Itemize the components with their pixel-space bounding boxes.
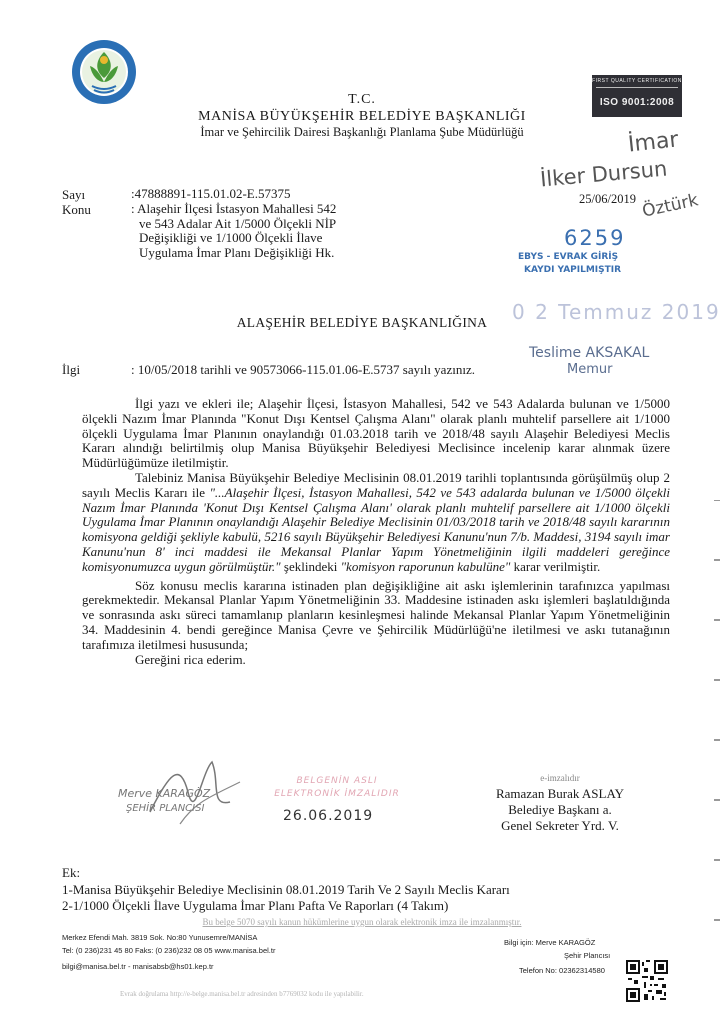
konu-value (131, 202, 391, 260)
stamp-memur: Memur (567, 362, 613, 377)
header-institution: MANİSA BÜYÜKŞEHİR BELEDİYE BAŞKANLIĞI (198, 109, 526, 124)
handwritten-surname: Öztürk (640, 190, 701, 222)
paragraph-2-intro: Talebiniz Manisa Büyükşehir Belediye Meclisinin 08.01.2019 tarihli toplantısında görüşülmüş olup 2 sayılı Meclis Kararı ile (82, 469, 670, 500)
ilgi-value: : 10/05/2018 tarihli ve 90573066-115.01.06-E.5737 sayılı yazınız. (131, 362, 475, 377)
iso-badge-top: FIRST QUALITY CERTIFICATION (592, 78, 682, 84)
footer-info-phone: Telefon No: 02362314580 (519, 966, 605, 975)
footer-address: Merkez Efendi Mah. 3819 Sok. No:80 Yunusemre/MANİSA (62, 933, 258, 942)
addressee: ALAŞEHİR BELEDİYE BAŞKANLIĞINA (236, 315, 488, 330)
letter-body (82, 397, 670, 667)
left-signature-name: Merve KARAGÖZ (118, 787, 211, 800)
konu-label: Konu (62, 202, 91, 217)
qr-code (626, 960, 668, 1002)
authenticity-date: 26.06.2019 (283, 808, 374, 824)
stamp-number: 6259 (564, 226, 626, 250)
konu-line: Değişikliği ve 1/1000 Ölçekli İlave (139, 230, 323, 245)
stamp-line-1: EBYS - EVRAK GİRİŞ (518, 252, 619, 262)
iso-badge-divider (596, 87, 678, 88)
paragraph-2-mid: şeklindeki (280, 558, 341, 574)
konu-line: : Alaşehir İlçesi İstasyon Mahallesi 542 (131, 201, 337, 216)
paragraph-2-quote-2: "komisyon raporunun kabulüne" (340, 558, 511, 574)
sayi-value: :47888891-115.01.02-E.57375 (131, 186, 291, 201)
footer-info-title: Şehir Plancısı (564, 951, 611, 960)
footer-info-label: Bilgi için: Merve KARAGÖZ (504, 938, 596, 947)
attachments-label: Ek: (62, 865, 81, 880)
paragraph-1: İlgi yazı ve ekleri ile; Alaşehir İlçesi, İstasyon Mahallesi, 542 ve 543 Adalarda bulunan ve 1/5000 ölçekli Nazım İmar Planında "Konut Dışı Kentsel Çalışma Alanı" olarak planlı muhtelif parsellere ait 1/1000 ölçekli Uygulama İmar Planının onaylandığı 01.03.2018 tarih ve 2018/48 sayılı Alaşehir Belediyesi Meclis Kararı alındığı belirtilmiş olup Manisa Büyükşehir Belediyesi Meclisince incelenip karar alınmak üzere Müdürlüğümüze iletilmiştir. (82, 396, 670, 471)
paragraph-3: Söz konusu meclis kararına istinaden plan değişikliğine ait askı işlemlerinin tarafınızca yapılması gerekmektedir. Mekansal Planlar Yapım Yönetmeliğinin 33. Maddesine istinaden askı işlemleri başlatıldığında ve sonrasında askı süreci tamamlanıp planların kesinleşmesi halinde Mekansal Planlar Yapım Yönetmeliğinin 34. Maddesinin 4. bendi gereğince Manisa Çevre ve Şehircilik Müdürlüğü'ne iletilmesi ve askı tutanağının tarafımıza iletilmesi hususunda; (82, 577, 670, 652)
konu-line: ve 543 Adalar Ait 1/5000 Ölçekli NİP (139, 215, 337, 231)
handwritten-name: İlker Dursun (539, 156, 669, 192)
stamp-date: 0 2 Temmuz 2019 (512, 300, 721, 324)
iso-badge (592, 75, 682, 117)
e-signature-note: e-imzalıdır (540, 773, 580, 783)
authenticity-line-2: ELEKTRONİK İMZALIDIR (274, 789, 400, 799)
sayi-label: Sayı (62, 187, 86, 202)
paragraph-4: Gereğini rica ederim. (135, 651, 246, 667)
attachment-item: 2-1/1000 Ölçekli İlave Uygulama İmar Planı Pafta Ve Raporları (4 Takım) (62, 898, 449, 913)
handwritten-imar: İmar (626, 127, 680, 158)
paragraph-2-quote: "...Alaşehir İlçesi, İstasyon Mahallesi, 542 ve 543 adalarda bulunan ve 1/5000 ölçekli Nazım İmar Planında 'Konut Dışı Kentsel Çalışma Alanı' olarak planlı muhtelif parsellere ait 1/1000 ölçekli Uygulama İmar Planının onaylandığı Alaşehir Belediye Meclisinin 01/03/2018 tarih ve 2018/48 sayılı kararının komisyona geldiği şekliyle kabulü, 5216 sayılı Büyükşehir Belediyesi Kanunu'nun 7/b. Maddesi, 3194 sayılı imar Kanunu'nun 8' inci maddesi ile Mekansal Planlar Yapım Yönetmeliğinin ilgili maddeleri gereğince komisyonumuzca uygun görülmüştür." (82, 484, 671, 574)
paragraph-2-end: karar verilmiştir. (510, 558, 601, 574)
stamp-line-2: KAYDI YAPILMIŞTIR (524, 265, 622, 275)
header-department: İmar ve Şehircilik Dairesi Başkanlığı Planlama Şube Müdürlüğü (200, 125, 524, 139)
footer-email: bilgi@manisa.bel.tr - manisabsb@hs01.kep.tr (62, 962, 214, 971)
konu-line: Uygulama İmar Planı Değişikliği Hk. (139, 244, 335, 260)
document-date: 25/06/2019 (579, 192, 636, 206)
iso-badge-number: ISO 9001:2008 (599, 97, 675, 108)
attachment-item: 1-Manisa Büyükşehir Belediye Meclisinin 08.01.2019 Tarih Ve 2 Sayılı Meclis Kararı (62, 882, 510, 897)
stamp-teslim: Teslime AKSAKAL (529, 345, 650, 361)
right-signature-title-2: Genel Sekreter Yrd. V. (501, 818, 619, 833)
right-signature-name: Ramazan Burak ASLAY (495, 786, 625, 801)
scan-edge-marks (712, 500, 720, 930)
authenticity-line-1: BELGENİN ASLI (296, 776, 378, 786)
ilgi-label: İlgi (62, 362, 81, 377)
header-tc: T.C. (348, 92, 376, 107)
footer-verify: Evrak doğrulama http://e-belge.manisa.bel.tr adresinden b7769032 kodu ile yapılabilir. (120, 990, 364, 998)
footer-phone: Tel: (0 236)231 45 80 Faks: (0 236)232 08 05 www.manisa.bel.tr (62, 946, 276, 955)
left-signature-title: ŞEHİR PLANCISI (126, 803, 205, 814)
right-signature-title-1: Belediye Başkanı a. (508, 802, 612, 817)
footer-law-note: Bu belge 5070 sayılı kanun hükümlerine uygun olarak elektronik imza ile imzalanmıştır. (202, 917, 522, 927)
paragraph-2 (82, 471, 670, 575)
